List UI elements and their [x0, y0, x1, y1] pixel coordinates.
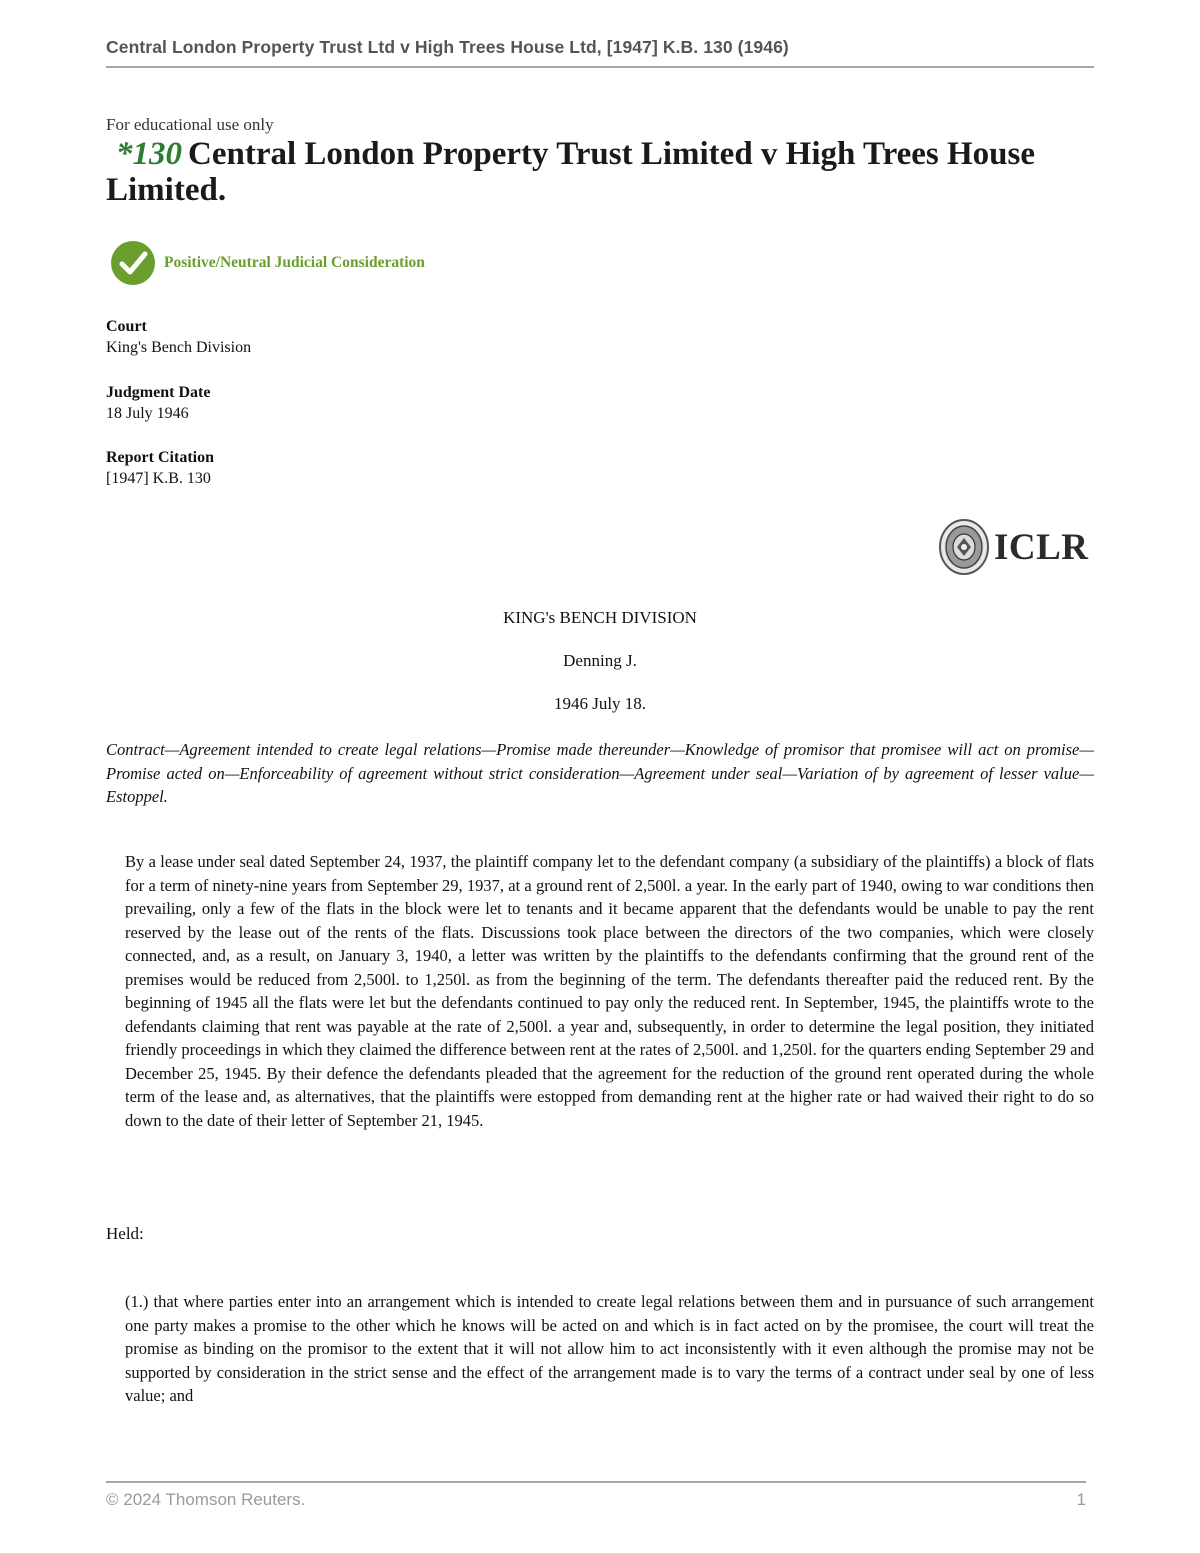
holding-paragraph-1: (1.) that where parties enter into an arrangement which is intended to create legal relations between them and in pursuance of such arrangement one party makes a promise to the other which he knows will be acted on and which is in fact acted on by the promisee, the court will treat the promise as binding on the promisor to the extent that it will not allow him to act inconsistently with it even although the promise may not be supported by consideration in the strict sense and the effect of the arrangement made is to vary the terms of a contract under seal by one of less value; and	[125, 1292, 1094, 1405]
held-label: Held:	[106, 1224, 144, 1243]
judgment-date-block	[106, 382, 210, 424]
decision-date: 1946 July 18.	[553, 694, 647, 713]
check-circle-icon	[110, 240, 156, 286]
catchwords: Contract—Agreement intended to create legal relations—Promise made thereunder—Knowledge of promisor that promisee will act on promise—Promise acted on—Enforceability of agreement without strict consideration—Agreement under seal—Variation of by agreement of lesser value—Estoppel.	[106, 740, 1094, 806]
report-citation-value: [1947] K.B. 130	[106, 470, 211, 487]
judgment-date-label: Judgment Date	[106, 384, 211, 401]
report-citation-label: Report Citation	[106, 449, 214, 466]
court-label: Court	[106, 318, 147, 335]
court-block	[106, 316, 251, 358]
court-value: King's Bench Division	[106, 339, 252, 356]
case-title	[106, 136, 1066, 208]
educational-use-notice: For educational use only	[106, 115, 274, 134]
report-citation-block	[106, 447, 214, 489]
iclr-wordmark: ICLR	[994, 526, 1089, 568]
iclr-seal-icon	[938, 518, 990, 576]
judicial-consideration-label[interactable]: Positive/Neutral Judicial Consideration	[164, 254, 425, 271]
iclr-logo	[938, 518, 1089, 576]
header-divider	[106, 66, 1094, 68]
page-number: 1	[1076, 1490, 1086, 1509]
star-page-marker: *130	[116, 136, 182, 172]
judge-name: Denning J.	[563, 651, 637, 670]
running-title: Central London Property Trust Ltd v High Trees House Ltd, [1947] K.B. 130 (1946)	[106, 37, 789, 57]
running-header	[106, 37, 1094, 58]
judgment-date-value: 18 July 1946	[106, 405, 189, 422]
footer-divider	[106, 1481, 1086, 1483]
court-division: KING's BENCH DIVISION	[503, 608, 697, 627]
headnote-paragraph: By a lease under seal dated September 24, 1937, the plaintiff company let to the defendant company (a subsidiary of the plaintiffs) a block of flats for a term of ninety-nine years from September 29, 1937, at a ground rent of 2,500l. a year. In the early part of 1940, owing to war conditions then prevailing, only a few of the flats in the block were let to tenants and it became apparent that the defendants would be unable to pay the rent reserved by the lease out of the rents of the flats. Discussions took place between the directors of the two companies, which were closely connected, and, as a result, on January 3, 1940, a letter was written by the plaintiffs to the defendants confirming that the ground rent of the premises would be reduced from 2,500l. to 1,250l. as from the beginning of the term. The defendants thereafter paid the reduced rent. By the beginning of 1945 all the flats were let but the defendants continued to pay only the reduced rent. In September, 1945, the plaintiffs wrote to the defendants claiming that rent was payable at the rate of 2,500l. a year and, subsequently, in order to determine the legal position, they initiated friendly proceedings in which they claimed the difference between rent at the rates of 2,500l. and 1,250l. for the quarters ending September 29 and December 25, 1945. By their defence the defendants pleaded that the agreement for the reduction of the ground rent operated during the whole term of the lease and, as alternatives, that the plaintiffs were estopped from demanding rent at the higher rate or had waived their right to do so down to the date of their letter of September 21, 1945.	[125, 852, 1094, 1130]
case-title-text: Central London Property Trust Limited v High Trees House Limited.	[106, 136, 1036, 208]
judicial-consideration-flag[interactable]	[110, 240, 425, 286]
copyright-notice: © 2024 Thomson Reuters.	[106, 1490, 306, 1509]
